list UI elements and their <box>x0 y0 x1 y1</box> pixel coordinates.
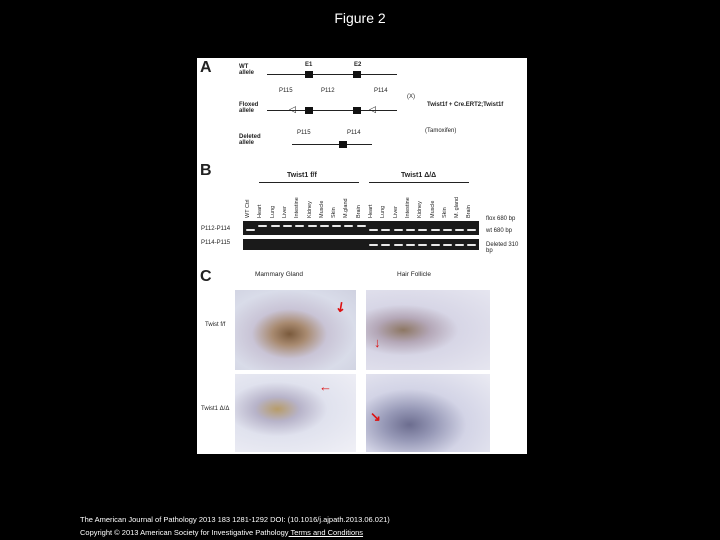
gel-band-upper <box>271 225 280 227</box>
slide-title: Figure 2 <box>334 10 386 26</box>
gel-lane-label: Muscle <box>318 200 325 218</box>
tamoxifen-label: (Tamoxifen) <box>425 128 457 134</box>
gel-band-deleted <box>406 244 415 246</box>
floxed-allele-label: Floxed allele <box>239 102 259 115</box>
gel-band-upper <box>283 225 292 227</box>
gel-band-upper <box>357 225 366 227</box>
panel-c-letter: C <box>200 268 212 285</box>
floxed-allele-line <box>267 110 397 111</box>
gel-band-upper <box>455 229 464 231</box>
gel-band-upper <box>394 229 403 231</box>
gel-lane-label: Intestine <box>294 197 301 218</box>
gel-band-deleted <box>467 244 476 246</box>
mammary-gland-flox-image <box>235 290 356 370</box>
gel-band-upper <box>246 229 255 231</box>
hair-follicle-deleted-image <box>366 374 490 452</box>
exon-e1 <box>305 71 313 78</box>
gel-band-upper <box>308 225 317 227</box>
panel-a-letter: A <box>200 59 212 76</box>
copyright-text: Copyright © 2013 American Society for Investigative Pathology <box>80 528 289 537</box>
copyright-line <box>80 528 363 537</box>
gel-band-deleted <box>394 244 403 246</box>
gel-lane-label: Intestine <box>404 197 411 218</box>
figure-panel <box>197 58 527 454</box>
gel-lane-label: Kidney <box>306 201 313 218</box>
wt-allele-label: WT allele <box>239 64 255 77</box>
gel-lane-label: Skin <box>441 207 448 218</box>
row-label-flox: Twist f/f <box>205 322 226 328</box>
row-label-p114-p115: P114-P115 <box>201 240 231 246</box>
gel-lane-label: Brain <box>466 205 473 218</box>
gel-band-upper <box>369 229 378 231</box>
gel-band-deleted <box>443 244 452 246</box>
gel-band-deleted <box>418 244 427 246</box>
gel-lane-label: Muscle <box>429 200 436 218</box>
gel-band-upper <box>418 229 427 231</box>
gel-band-upper <box>295 225 304 227</box>
gel-band-upper <box>381 229 390 231</box>
loxp-right-icon: ◁ <box>369 104 376 114</box>
gel-band-deleted <box>369 244 378 246</box>
floxed-exon-2 <box>353 107 361 114</box>
cross-label: (X) <box>407 94 415 100</box>
gel-lane-label: Liver <box>281 206 288 218</box>
row-label-p112-p114: P112-P114 <box>201 226 231 232</box>
group-deleted-label: Twist1 Δ/Δ <box>401 172 437 179</box>
terms-link[interactable]: Terms and Conditions <box>288 528 364 537</box>
deleted-allele-line <box>292 144 372 145</box>
deleted-bp-label: Deleted 310 bp <box>486 242 519 255</box>
primer-p115-deleted-label: P115 <box>297 130 311 136</box>
gel-lane-label: WT Ctrl <box>245 199 251 218</box>
gel-lane-label: Kidney <box>417 201 424 218</box>
hair-follicle-flox-image <box>366 290 490 370</box>
red-arrow-icon: ↙ <box>331 297 350 316</box>
primer-p114-deleted-label: P114 <box>347 130 361 136</box>
primer-p115-label: P115 <box>279 88 293 94</box>
red-arrow-icon: ↓ <box>374 335 381 350</box>
gel-lane-label: M. gland <box>454 196 461 218</box>
gel-band-deleted <box>431 244 440 246</box>
gel-band-deleted <box>455 244 464 246</box>
floxed-exon-1 <box>305 107 313 114</box>
gel-band-upper <box>332 225 341 227</box>
gel-lane-label: Brain <box>355 205 362 218</box>
red-arrow-icon: ↘ <box>370 409 381 424</box>
wt-bp-label: wt 680 bp <box>486 228 513 234</box>
gel-band-upper <box>431 229 440 231</box>
hair-follicle-label: Hair Follicle <box>397 271 431 278</box>
gel-lane-label: Liver <box>392 206 399 218</box>
exon-e2 <box>353 71 361 78</box>
gel-lane-label: Heart <box>257 204 264 218</box>
wt-allele-line <box>267 74 397 75</box>
gel-strip-top <box>243 221 479 235</box>
gel-lane-label: Lung <box>380 205 387 218</box>
row-label-deleted: Twist1 Δ/Δ <box>201 406 230 412</box>
deleted-allele-label: Deleted allele <box>239 134 261 147</box>
gel-band-upper <box>406 229 415 231</box>
gel-lane-label: Heart <box>368 204 374 218</box>
primer-p112-label: P112 <box>321 88 335 94</box>
exon-e1-label: E1 <box>305 62 313 68</box>
red-arrow-icon: ← <box>319 379 332 394</box>
cross-text: Twist1f + Cre.ERT2;Twist1f <box>427 102 504 108</box>
gel-lane-label: Lung <box>269 205 276 218</box>
gel-band-upper <box>443 229 452 231</box>
group-flox-bracket <box>259 182 359 183</box>
gel-band-upper <box>320 225 329 227</box>
group-deleted-bracket <box>369 182 469 183</box>
mammary-gland-deleted-image <box>235 374 356 452</box>
gel-lane-label: M.gland <box>343 198 350 218</box>
mammary-gland-label: Mammary Gland <box>255 271 304 278</box>
gel-band-deleted <box>381 244 390 246</box>
gel-lane-label: Skin <box>331 207 338 218</box>
gel-band-upper <box>344 225 353 227</box>
group-flox-label: Twist1 f/f <box>287 172 317 179</box>
deleted-exon <box>339 141 347 148</box>
panel-b-letter: B <box>200 162 212 179</box>
loxp-left-icon: ◁ <box>289 104 296 114</box>
gel-band-upper <box>467 229 476 231</box>
citation-line: The American Journal of Pathology 2013 183 1281-1292 DOI: (10.1016/j.ajpath.2013.06.021) <box>80 515 390 524</box>
gel-band-upper <box>258 225 267 227</box>
primer-p114-label: P114 <box>374 88 388 94</box>
exon-e2-label: E2 <box>354 62 362 68</box>
flox-bp-label: flox 680 bp <box>486 216 516 222</box>
